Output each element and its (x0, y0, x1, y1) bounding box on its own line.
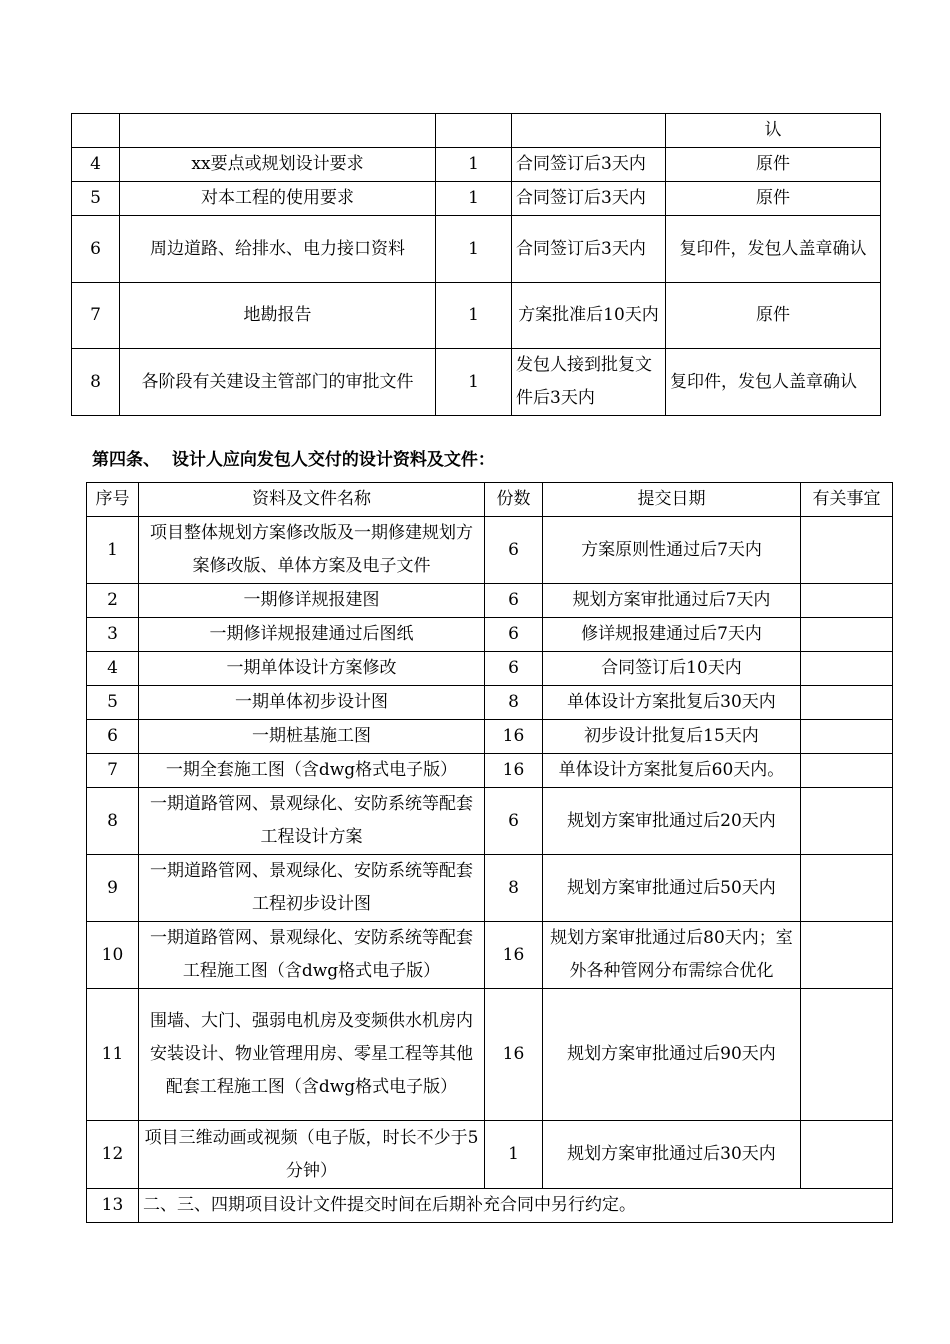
table-row (87, 686, 893, 720)
table-row (87, 922, 893, 989)
copies: 1 (485, 1121, 543, 1189)
delivery-date: 合同签订后3天内 (512, 148, 666, 182)
note (801, 584, 893, 618)
submit-date: 初步设计批复后15天内 (543, 720, 801, 754)
note: 复印件，发包人盖章确认 (666, 216, 881, 283)
row-number: 5 (72, 182, 120, 216)
row-number: 11 (87, 989, 139, 1121)
note: 原件 (666, 283, 881, 349)
deliverables-table (86, 482, 893, 1223)
delivery-date: 方案批准后10天内 (512, 283, 666, 349)
note: 复印件，发包人盖章确认 (666, 349, 881, 416)
copies (436, 114, 512, 148)
material-name: 各阶段有关建设主管部门的审批文件 (120, 349, 436, 416)
row-number: 1 (87, 517, 139, 584)
table-row (72, 216, 881, 283)
document-name: 围墙、大门、强弱电机房及变频供水机房内安装设计、物业管理用房、零星工程等其他配套工程施工图（含dwg格式电子版） (139, 989, 485, 1121)
copies: 1 (436, 148, 512, 182)
row-number: 3 (87, 618, 139, 652)
note (801, 618, 893, 652)
table-row (87, 788, 893, 855)
delivery-date: 合同签订后3天内 (512, 216, 666, 283)
table-row (87, 989, 893, 1121)
table-row (87, 754, 893, 788)
document-name: 项目三维动画或视频（电子版，时长不少于5分钟） (139, 1121, 485, 1189)
provided-materials-table (71, 113, 881, 416)
table-row (72, 114, 881, 148)
copies: 16 (485, 754, 543, 788)
submit-date: 规划方案审批通过后7天内 (543, 584, 801, 618)
copies: 8 (485, 855, 543, 922)
delivery-date: 发包人接到批复文件后3天内 (512, 349, 666, 416)
submit-date: 规划方案审批通过后20天内 (543, 788, 801, 855)
table-row (87, 652, 893, 686)
table-row (72, 283, 881, 349)
delivery-date (512, 114, 666, 148)
copies: 1 (436, 182, 512, 216)
delivery-date: 合同签订后3天内 (512, 182, 666, 216)
document-name: 一期单体初步设计图 (139, 686, 485, 720)
copies: 6 (485, 788, 543, 855)
row-number: 5 (87, 686, 139, 720)
row-number: 8 (87, 788, 139, 855)
submit-date: 修详规报建通过后7天内 (543, 618, 801, 652)
header-copies: 份数 (485, 483, 543, 517)
note (801, 855, 893, 922)
note (801, 652, 893, 686)
document-name: 项目整体规划方案修改版及一期修建规划方案修改版、单体方案及电子文件 (139, 517, 485, 584)
submit-date: 方案原则性通过后7天内 (543, 517, 801, 584)
note: 原件 (666, 182, 881, 216)
copies: 16 (485, 720, 543, 754)
row-number: 7 (72, 283, 120, 349)
copies: 8 (485, 686, 543, 720)
note (801, 517, 893, 584)
table-row (72, 349, 881, 416)
row-number: 6 (87, 720, 139, 754)
copies: 16 (485, 922, 543, 989)
note: 认 (666, 114, 881, 148)
row-number: 10 (87, 922, 139, 989)
table-header-row (87, 483, 893, 517)
note (801, 1121, 893, 1189)
copies: 1 (436, 283, 512, 349)
row-number: 9 (87, 855, 139, 922)
copies: 6 (485, 618, 543, 652)
note (801, 720, 893, 754)
header-date: 提交日期 (543, 483, 801, 517)
note (801, 754, 893, 788)
material-name: 周边道路、给排水、电力接口资料 (120, 216, 436, 283)
table-row (72, 182, 881, 216)
header-no: 序号 (87, 483, 139, 517)
note (801, 989, 893, 1121)
submit-date: 规划方案审批通过后50天内 (543, 855, 801, 922)
row-number: 6 (72, 216, 120, 283)
material-name: 地勘报告 (120, 283, 436, 349)
header-name: 资料及文件名称 (139, 483, 485, 517)
row-number: 2 (87, 584, 139, 618)
copies: 1 (436, 216, 512, 283)
table-row (72, 148, 881, 182)
table-row (87, 720, 893, 754)
table-row (87, 517, 893, 584)
copies: 6 (485, 584, 543, 618)
row-number: 12 (87, 1121, 139, 1189)
submit-date: 单体设计方案批复后60天内。 (543, 754, 801, 788)
row-number: 13 (87, 1189, 139, 1223)
document-name: 一期全套施工图（含dwg格式电子版） (139, 754, 485, 788)
document-name: 一期道路管网、景观绿化、安防系统等配套工程设计方案 (139, 788, 485, 855)
copies: 1 (436, 349, 512, 416)
table-row (87, 1121, 893, 1189)
submit-date: 合同签订后10天内 (543, 652, 801, 686)
table-row (87, 584, 893, 618)
document-name: 一期桩基施工图 (139, 720, 485, 754)
submit-date: 规划方案审批通过后80天内；室外各种管网分布需综合优化 (543, 922, 801, 989)
note (801, 788, 893, 855)
row-number (72, 114, 120, 148)
header-note: 有关事宜 (801, 483, 893, 517)
document-name: 一期修详规报建图 (139, 584, 485, 618)
copies: 16 (485, 989, 543, 1121)
table-row (87, 1189, 893, 1223)
row-number: 8 (72, 349, 120, 416)
table-row (87, 855, 893, 922)
document-name: 一期单体设计方案修改 (139, 652, 485, 686)
row-number: 4 (87, 652, 139, 686)
submit-date: 规划方案审批通过后90天内 (543, 989, 801, 1121)
section-number: 第四条、 (92, 450, 160, 470)
remark-text: 二、三、四期项目设计文件提交时间在后期补充合同中另行约定。 (139, 1189, 893, 1223)
material-name (120, 114, 436, 148)
document-name: 一期道路管网、景观绿化、安防系统等配套工程初步设计图 (139, 855, 485, 922)
document-name: 一期修详规报建通过后图纸 (139, 618, 485, 652)
section-heading (92, 446, 495, 474)
material-name: xx要点或规划设计要求 (120, 148, 436, 182)
material-name: 对本工程的使用要求 (120, 182, 436, 216)
document-name: 一期道路管网、景观绿化、安防系统等配套工程施工图（含dwg格式电子版） (139, 922, 485, 989)
table-row (87, 618, 893, 652)
copies: 6 (485, 652, 543, 686)
submit-date: 单体设计方案批复后30天内 (543, 686, 801, 720)
copies: 6 (485, 517, 543, 584)
row-number: 4 (72, 148, 120, 182)
row-number: 7 (87, 754, 139, 788)
submit-date: 规划方案审批通过后30天内 (543, 1121, 801, 1189)
section-title: 设计人应向发包人交付的设计资料及文件： (171, 450, 495, 470)
note: 原件 (666, 148, 881, 182)
note (801, 686, 893, 720)
note (801, 922, 893, 989)
